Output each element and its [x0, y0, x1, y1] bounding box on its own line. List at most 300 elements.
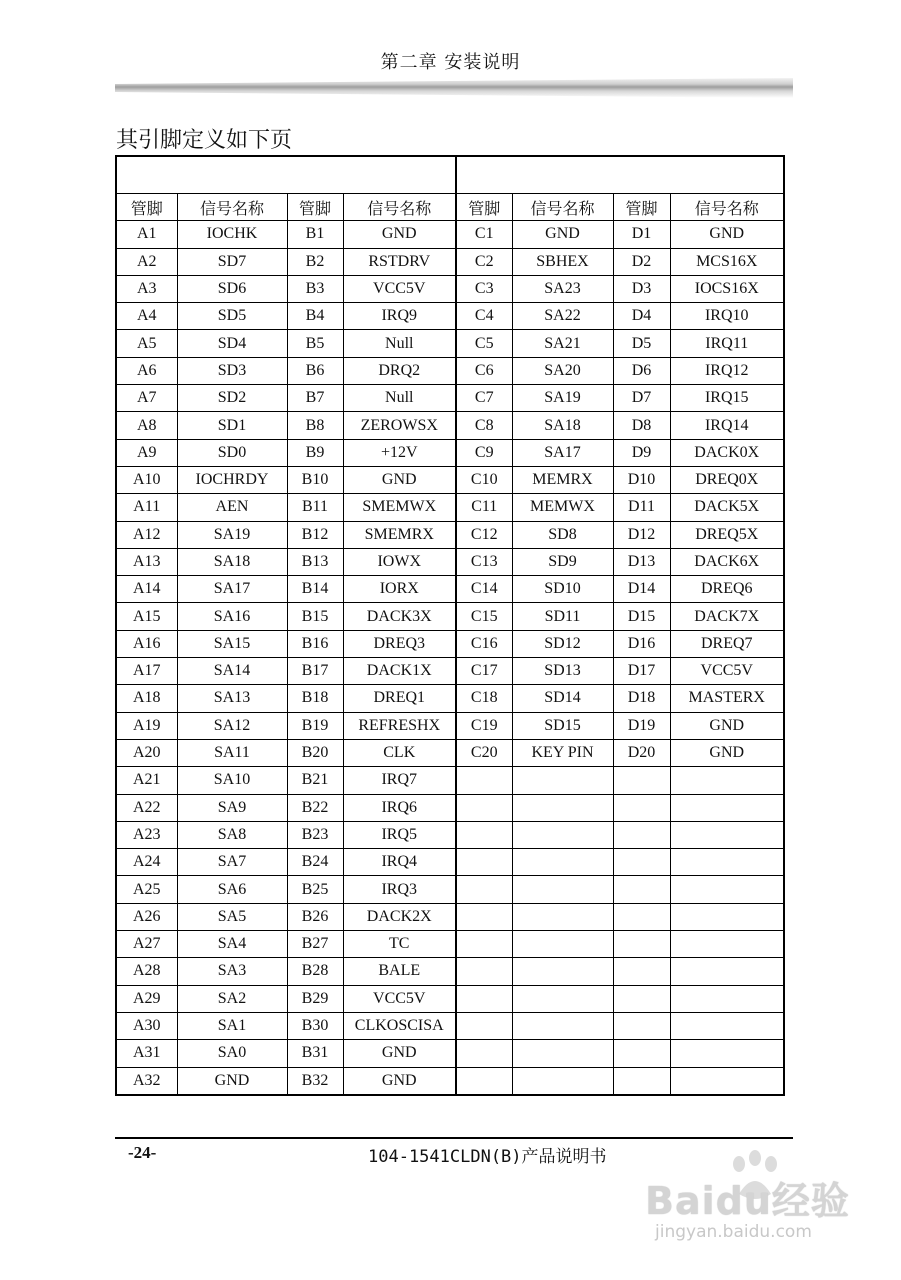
pin-cell: B32: [287, 1067, 343, 1095]
pin-cell: A1: [116, 221, 177, 248]
pin-cell: B18: [287, 685, 343, 712]
pin-cell: A15: [116, 603, 177, 630]
signal-cell: IRQ14: [670, 412, 784, 439]
pin-cell: B3: [287, 275, 343, 302]
pin-cell: C2: [456, 248, 512, 275]
pin-cell: A27: [116, 931, 177, 958]
pin-cell: A7: [116, 385, 177, 412]
signal-cell: DACK0X: [670, 439, 784, 466]
pin-definition-table: [115, 155, 785, 1096]
pin-cell: [456, 931, 512, 958]
signal-cell: DACK3X: [343, 603, 456, 630]
pin-cell: A32: [116, 1067, 177, 1095]
signal-cell: SD0: [177, 439, 287, 466]
signal-cell: IRQ7: [343, 767, 456, 794]
signal-cell: SD12: [512, 630, 613, 657]
signal-cell: SD13: [512, 658, 613, 685]
signal-cell: SD9: [512, 548, 613, 575]
table-row: [116, 548, 784, 575]
signal-cell: SA11: [177, 739, 287, 766]
table-row: [116, 248, 784, 275]
table-row: [116, 330, 784, 357]
signal-cell: SMEMRX: [343, 521, 456, 548]
pin-cell: B29: [287, 985, 343, 1012]
signal-cell: SA0: [177, 1040, 287, 1067]
table-row: [116, 821, 784, 848]
signal-cell: [512, 1040, 613, 1067]
pin-cell: C12: [456, 521, 512, 548]
signal-cell: IOWX: [343, 548, 456, 575]
pin-cell: D10: [613, 466, 670, 493]
signal-cell: GND: [343, 221, 456, 248]
pin-cell: C18: [456, 685, 512, 712]
pin-cell: [613, 931, 670, 958]
pin-cell: A5: [116, 330, 177, 357]
pin-cell: A13: [116, 548, 177, 575]
table-row: [116, 876, 784, 903]
pin-cell: A29: [116, 985, 177, 1012]
signal-cell: SA10: [177, 767, 287, 794]
pin-cell: D14: [613, 576, 670, 603]
pin-cell: A8: [116, 412, 177, 439]
pin-cell: A10: [116, 466, 177, 493]
pin-cell: [613, 849, 670, 876]
signal-cell: [670, 767, 784, 794]
signal-cell: [512, 876, 613, 903]
pin-cell: [613, 767, 670, 794]
pin-cell: B21: [287, 767, 343, 794]
signal-cell: DREQ5X: [670, 521, 784, 548]
header-signal: 信号名称: [177, 194, 287, 221]
pin-cell: D19: [613, 712, 670, 739]
signal-cell: GND: [343, 466, 456, 493]
pin-cell: C11: [456, 494, 512, 521]
pin-cell: D3: [613, 275, 670, 302]
signal-cell: BALE: [343, 958, 456, 985]
pin-cell: D11: [613, 494, 670, 521]
signal-cell: [670, 1040, 784, 1067]
pin-cell: [456, 958, 512, 985]
pin-cell: [613, 903, 670, 930]
table-row: [116, 603, 784, 630]
header-rule: [115, 78, 793, 98]
signal-cell: IOCS16X: [670, 275, 784, 302]
signal-cell: [512, 1012, 613, 1039]
signal-cell: MEMWX: [512, 494, 613, 521]
signal-cell: SA19: [512, 385, 613, 412]
signal-cell: VCC5V: [343, 275, 456, 302]
pin-cell: A9: [116, 439, 177, 466]
signal-cell: [670, 794, 784, 821]
pin-cell: A22: [116, 794, 177, 821]
pin-cell: [613, 958, 670, 985]
signal-cell: GND: [670, 712, 784, 739]
signal-cell: SA22: [512, 303, 613, 330]
pin-cell: [456, 1067, 512, 1095]
signal-cell: IRQ12: [670, 357, 784, 384]
table-row: [116, 357, 784, 384]
signal-cell: SA12: [177, 712, 287, 739]
pin-cell: [613, 876, 670, 903]
table-row: [116, 494, 784, 521]
pin-cell: A16: [116, 630, 177, 657]
signal-cell: TC: [343, 931, 456, 958]
signal-cell: SA21: [512, 330, 613, 357]
pin-cell: A30: [116, 1012, 177, 1039]
pin-cell: B1: [287, 221, 343, 248]
table-row: [116, 466, 784, 493]
pin-cell: [456, 821, 512, 848]
table-row: [116, 521, 784, 548]
signal-cell: DRQ2: [343, 357, 456, 384]
signal-cell: SA15: [177, 630, 287, 657]
signal-cell: IRQ10: [670, 303, 784, 330]
signal-cell: SA16: [177, 603, 287, 630]
manual-title: 104-1541CLDN(B)产品说明书: [368, 1147, 607, 1167]
table-row: [116, 712, 784, 739]
pin-cell: [456, 794, 512, 821]
pin-cell: B10: [287, 466, 343, 493]
pin-cell: B30: [287, 1012, 343, 1039]
signal-cell: DACK6X: [670, 548, 784, 575]
header-pin: 管脚: [116, 194, 177, 221]
pin-cell: A17: [116, 658, 177, 685]
signal-cell: IRQ4: [343, 849, 456, 876]
table-row: [116, 221, 784, 248]
table-row: [116, 931, 784, 958]
pin-cell: C3: [456, 275, 512, 302]
table-row: [116, 1012, 784, 1039]
pin-cell: C14: [456, 576, 512, 603]
signal-cell: SA18: [512, 412, 613, 439]
pin-cell: A25: [116, 876, 177, 903]
table-blank-row: [116, 156, 784, 194]
pin-cell: [456, 903, 512, 930]
pin-cell: D15: [613, 603, 670, 630]
signal-cell: SA2: [177, 985, 287, 1012]
pin-cell: D18: [613, 685, 670, 712]
table-row: [116, 439, 784, 466]
header-pin: 管脚: [287, 194, 343, 221]
signal-cell: SA17: [512, 439, 613, 466]
signal-cell: SA20: [512, 357, 613, 384]
signal-cell: [512, 985, 613, 1012]
pin-cell: B8: [287, 412, 343, 439]
pin-cell: A18: [116, 685, 177, 712]
pin-cell: B26: [287, 903, 343, 930]
pin-cell: B27: [287, 931, 343, 958]
table-row: [116, 985, 784, 1012]
signal-cell: DACK1X: [343, 658, 456, 685]
signal-cell: SD7: [177, 248, 287, 275]
pin-cell: C16: [456, 630, 512, 657]
pin-cell: B25: [287, 876, 343, 903]
signal-cell: IRQ9: [343, 303, 456, 330]
signal-cell: IRQ5: [343, 821, 456, 848]
pin-cell: A3: [116, 275, 177, 302]
watermark-brand: Baidu经验: [645, 1179, 850, 1223]
section-heading: 其引脚定义如下页: [116, 128, 293, 153]
signal-cell: IRQ6: [343, 794, 456, 821]
signal-cell: CLK: [343, 739, 456, 766]
pin-cell: B17: [287, 658, 343, 685]
table-row: [116, 794, 784, 821]
signal-cell: [670, 849, 784, 876]
signal-cell: [512, 849, 613, 876]
signal-cell: Null: [343, 330, 456, 357]
pin-cell: C1: [456, 221, 512, 248]
pin-cell: B13: [287, 548, 343, 575]
pin-cell: B19: [287, 712, 343, 739]
signal-cell: REFRESHX: [343, 712, 456, 739]
table-row: [116, 903, 784, 930]
signal-cell: AEN: [177, 494, 287, 521]
pin-cell: D12: [613, 521, 670, 548]
pin-cell: B22: [287, 794, 343, 821]
pin-cell: A23: [116, 821, 177, 848]
pin-cell: C5: [456, 330, 512, 357]
pin-cell: A28: [116, 958, 177, 985]
header-signal: 信号名称: [343, 194, 456, 221]
page-number: -24-: [128, 1143, 157, 1162]
signal-cell: +12V: [343, 439, 456, 466]
pin-cell: B20: [287, 739, 343, 766]
pin-cell: C13: [456, 548, 512, 575]
pin-cell: D16: [613, 630, 670, 657]
pin-cell: D2: [613, 248, 670, 275]
signal-cell: GND: [670, 221, 784, 248]
signal-cell: IRQ3: [343, 876, 456, 903]
signal-cell: Null: [343, 385, 456, 412]
signal-cell: SA19: [177, 521, 287, 548]
chapter-title: 第二章 安装说明: [380, 52, 521, 73]
header-pin: 管脚: [456, 194, 512, 221]
pin-cell: A6: [116, 357, 177, 384]
pin-cell: [456, 849, 512, 876]
signal-cell: [670, 903, 784, 930]
pin-cell: B28: [287, 958, 343, 985]
pin-cell: B2: [287, 248, 343, 275]
pin-cell: [613, 985, 670, 1012]
signal-cell: SD2: [177, 385, 287, 412]
signal-cell: ZEROWSX: [343, 412, 456, 439]
table-row: [116, 658, 784, 685]
signal-cell: IOCHK: [177, 221, 287, 248]
signal-cell: [670, 985, 784, 1012]
pin-cell: B23: [287, 821, 343, 848]
signal-cell: MASTERX: [670, 685, 784, 712]
pin-cell: B15: [287, 603, 343, 630]
pin-cell: D8: [613, 412, 670, 439]
signal-cell: [670, 931, 784, 958]
signal-cell: IRQ11: [670, 330, 784, 357]
signal-cell: SD3: [177, 357, 287, 384]
table-row: [116, 767, 784, 794]
signal-cell: SD6: [177, 275, 287, 302]
signal-cell: SA5: [177, 903, 287, 930]
pin-cell: A14: [116, 576, 177, 603]
signal-cell: [512, 1067, 613, 1095]
signal-cell: SA3: [177, 958, 287, 985]
signal-cell: IORX: [343, 576, 456, 603]
table-row: [116, 630, 784, 657]
signal-cell: DACK2X: [343, 903, 456, 930]
pin-cell: C7: [456, 385, 512, 412]
pin-cell: C17: [456, 658, 512, 685]
table-header-row: [116, 194, 784, 221]
table-row: [116, 849, 784, 876]
signal-cell: [512, 903, 613, 930]
signal-cell: SD10: [512, 576, 613, 603]
signal-cell: [512, 794, 613, 821]
signal-cell: SA9: [177, 794, 287, 821]
pin-cell: D7: [613, 385, 670, 412]
table-body: [116, 221, 784, 1095]
signal-cell: SA1: [177, 1012, 287, 1039]
signal-cell: GND: [343, 1067, 456, 1095]
signal-cell: SD1: [177, 412, 287, 439]
pin-cell: D17: [613, 658, 670, 685]
pin-cell: A2: [116, 248, 177, 275]
pin-cell: C4: [456, 303, 512, 330]
signal-cell: SA6: [177, 876, 287, 903]
pin-cell: [456, 985, 512, 1012]
pin-cell: A19: [116, 712, 177, 739]
signal-cell: SA7: [177, 849, 287, 876]
signal-cell: SD4: [177, 330, 287, 357]
pin-cell: B12: [287, 521, 343, 548]
pin-cell: [613, 1067, 670, 1095]
pin-cell: B14: [287, 576, 343, 603]
pin-cell: [613, 821, 670, 848]
pin-cell: A11: [116, 494, 177, 521]
pin-cell: B16: [287, 630, 343, 657]
table-row: [116, 275, 784, 302]
signal-cell: [670, 876, 784, 903]
pin-cell: B5: [287, 330, 343, 357]
pin-cell: B7: [287, 385, 343, 412]
signal-cell: SA4: [177, 931, 287, 958]
pin-cell: [456, 767, 512, 794]
pin-cell: D6: [613, 357, 670, 384]
pin-cell: C19: [456, 712, 512, 739]
signal-cell: DREQ0X: [670, 466, 784, 493]
signal-cell: VCC5V: [343, 985, 456, 1012]
table-row: [116, 385, 784, 412]
signal-cell: [512, 931, 613, 958]
pin-cell: D1: [613, 221, 670, 248]
signal-cell: DACK7X: [670, 603, 784, 630]
pin-cell: A21: [116, 767, 177, 794]
pin-cell: A12: [116, 521, 177, 548]
signal-cell: SA23: [512, 275, 613, 302]
signal-cell: IOCHRDY: [177, 466, 287, 493]
signal-cell: SBHEX: [512, 248, 613, 275]
signal-cell: IRQ15: [670, 385, 784, 412]
signal-cell: [670, 821, 784, 848]
pin-cell: D20: [613, 739, 670, 766]
pin-cell: C15: [456, 603, 512, 630]
signal-cell: CLKOSCISA: [343, 1012, 456, 1039]
pin-cell: [456, 876, 512, 903]
signal-cell: DREQ1: [343, 685, 456, 712]
header-signal: 信号名称: [512, 194, 613, 221]
table-row: [116, 739, 784, 766]
pin-cell: A26: [116, 903, 177, 930]
signal-cell: DREQ7: [670, 630, 784, 657]
pin-cell: B11: [287, 494, 343, 521]
pin-cell: D4: [613, 303, 670, 330]
signal-cell: [512, 958, 613, 985]
footer-rule: [115, 1137, 793, 1139]
signal-cell: SA18: [177, 548, 287, 575]
signal-cell: RSTDRV: [343, 248, 456, 275]
pin-cell: C10: [456, 466, 512, 493]
pin-cell: A4: [116, 303, 177, 330]
signal-cell: VCC5V: [670, 658, 784, 685]
signal-cell: SD5: [177, 303, 287, 330]
signal-cell: SA14: [177, 658, 287, 685]
pin-cell: B4: [287, 303, 343, 330]
pin-cell: B6: [287, 357, 343, 384]
pin-cell: [613, 794, 670, 821]
table-row: [116, 685, 784, 712]
pin-cell: [456, 1040, 512, 1067]
pin-cell: B31: [287, 1040, 343, 1067]
pin-cell: A20: [116, 739, 177, 766]
table-row: [116, 303, 784, 330]
signal-cell: [670, 958, 784, 985]
header-pin: 管脚: [613, 194, 670, 221]
signal-cell: MCS16X: [670, 248, 784, 275]
signal-cell: SA13: [177, 685, 287, 712]
header-signal: 信号名称: [670, 194, 784, 221]
table-row: [116, 576, 784, 603]
signal-cell: DREQ3: [343, 630, 456, 657]
signal-cell: [512, 821, 613, 848]
pin-cell: B24: [287, 849, 343, 876]
table-row: [116, 1040, 784, 1067]
signal-cell: SA17: [177, 576, 287, 603]
signal-cell: SD14: [512, 685, 613, 712]
signal-cell: [670, 1067, 784, 1095]
pin-cell: [613, 1040, 670, 1067]
signal-cell: DACK5X: [670, 494, 784, 521]
pin-cell: C6: [456, 357, 512, 384]
watermark-site: jingyan.baidu.com: [655, 1222, 812, 1242]
table-row: [116, 1067, 784, 1095]
pin-cell: B9: [287, 439, 343, 466]
table-row: [116, 412, 784, 439]
signal-cell: [512, 767, 613, 794]
signal-cell: SD11: [512, 603, 613, 630]
pin-cell: [456, 1012, 512, 1039]
pin-cell: [613, 1012, 670, 1039]
signal-cell: SMEMWX: [343, 494, 456, 521]
signal-cell: KEY PIN: [512, 739, 613, 766]
pin-cell: C20: [456, 739, 512, 766]
signal-cell: GND: [177, 1067, 287, 1095]
table-row: [116, 958, 784, 985]
pin-cell: C8: [456, 412, 512, 439]
signal-cell: MEMRX: [512, 466, 613, 493]
signal-cell: SD15: [512, 712, 613, 739]
signal-cell: [670, 1012, 784, 1039]
pin-cell: D13: [613, 548, 670, 575]
signal-cell: SD8: [512, 521, 613, 548]
pin-cell: C9: [456, 439, 512, 466]
pin-cell: D5: [613, 330, 670, 357]
